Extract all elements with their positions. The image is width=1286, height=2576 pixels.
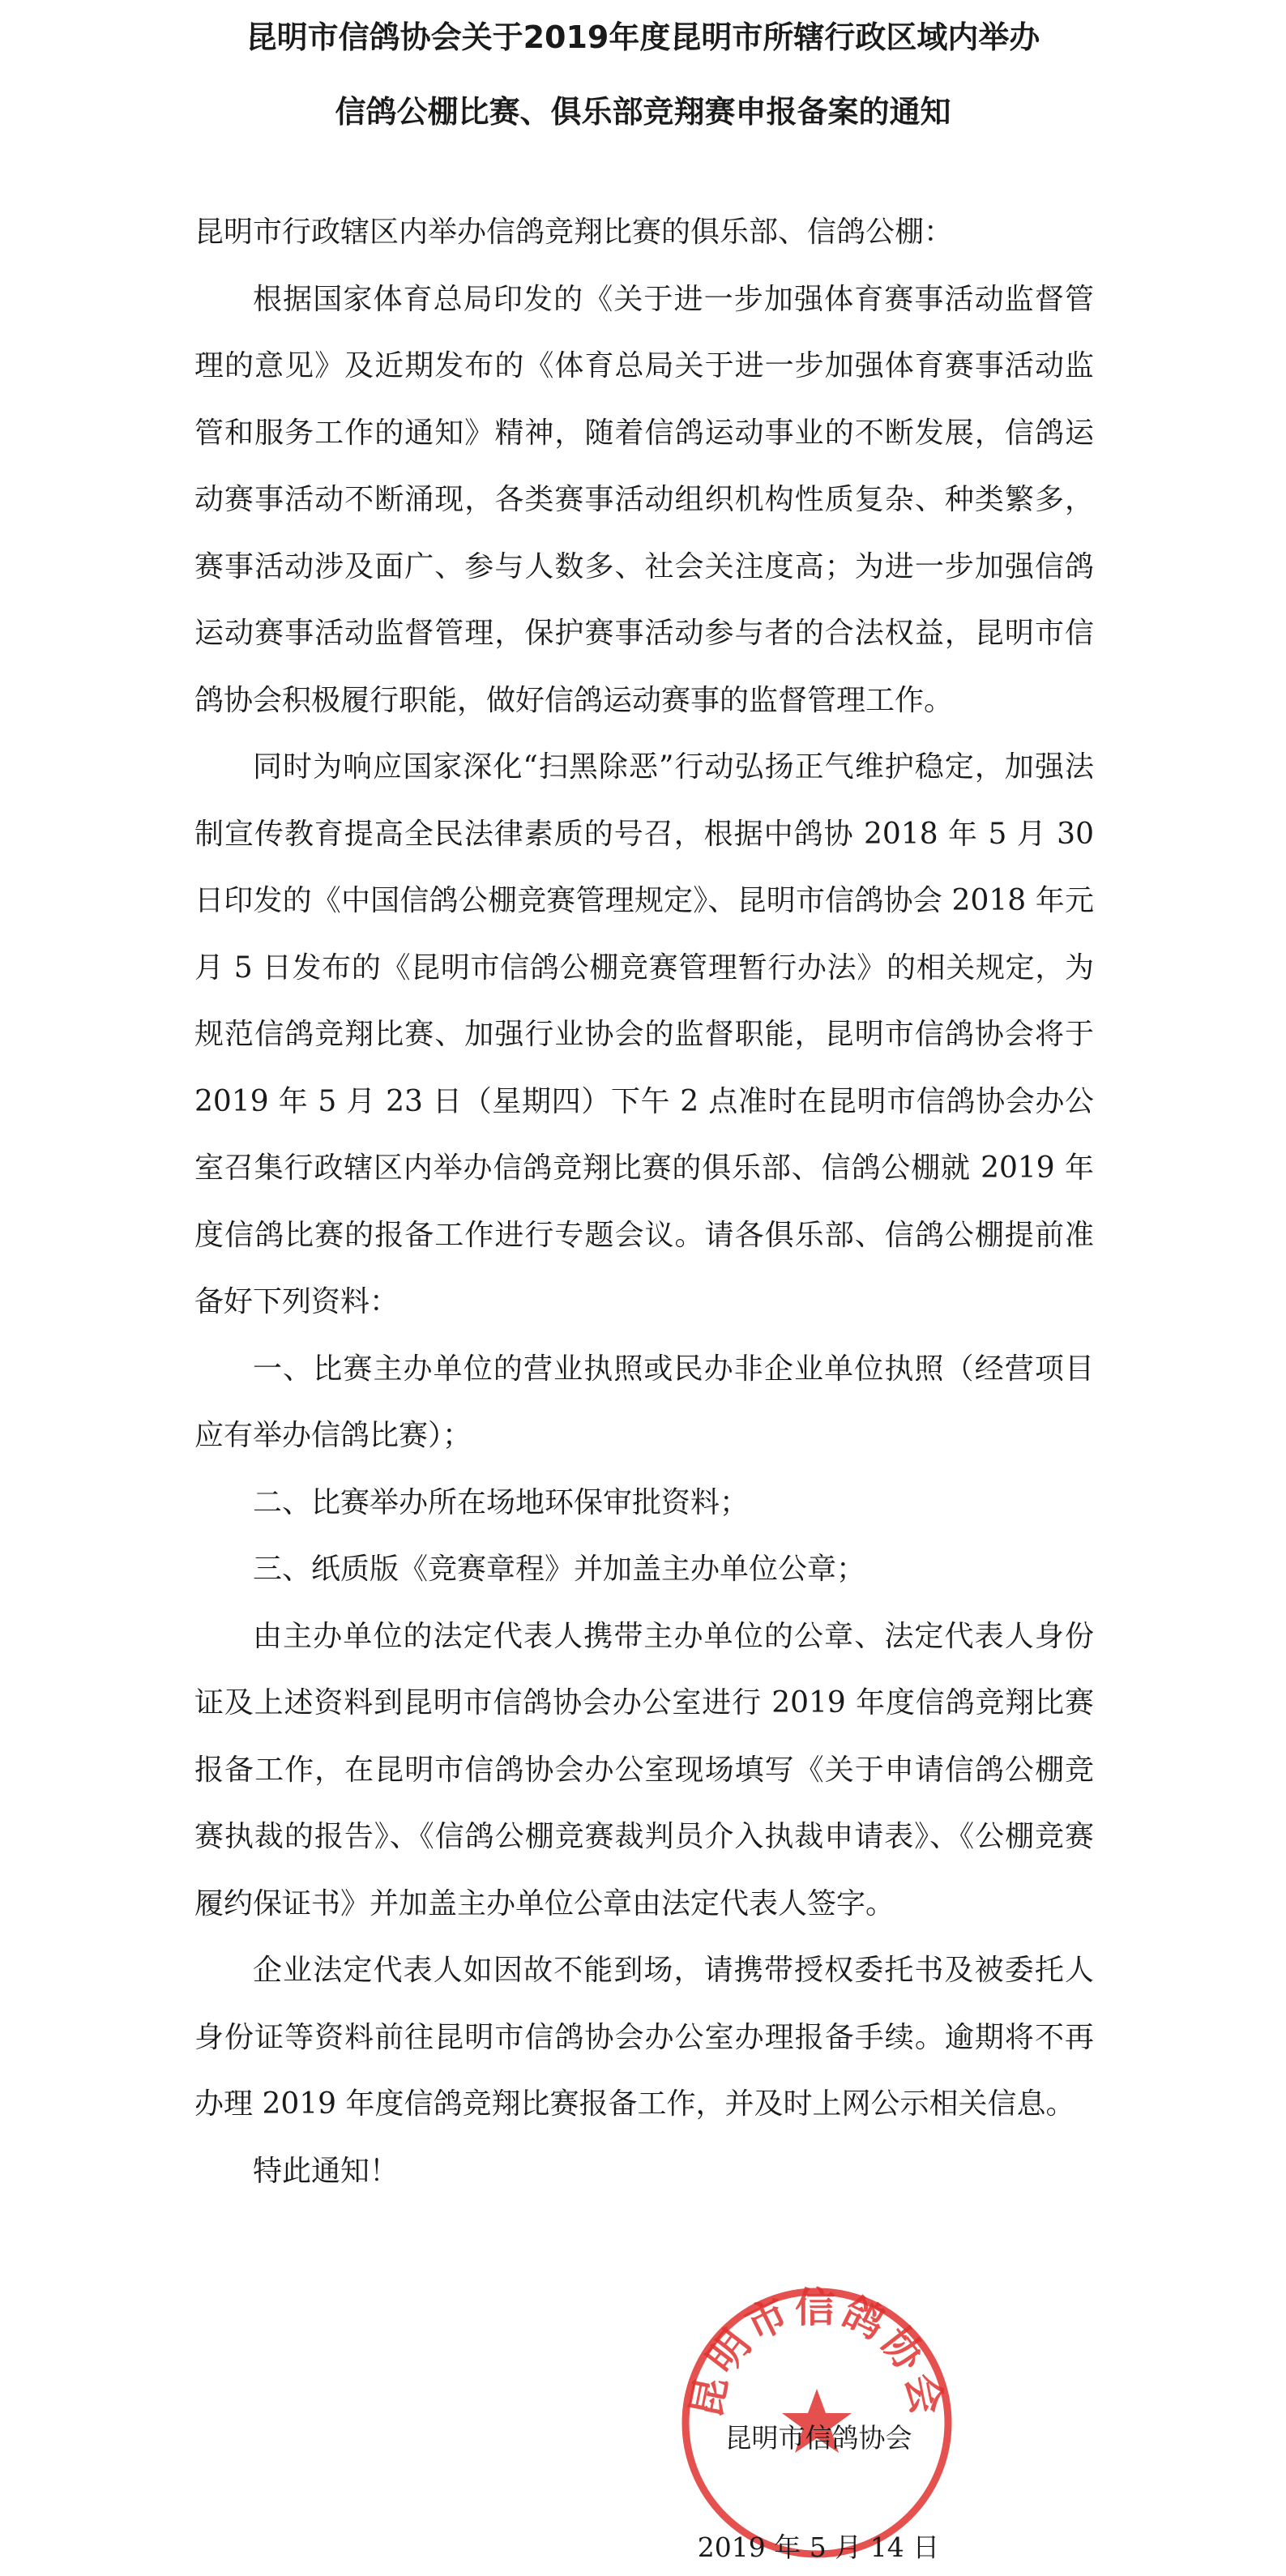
salutation: 昆明市行政辖区内举办信鸽竞翔比赛的俱乐部、信鸽公棚： [194,216,954,249]
title-line-1: 昆明市信鸽协会关于2019年度昆明市所辖行政区域内举办 [246,19,1040,55]
title-line-2: 信鸽公棚比赛、俱乐部竞翔赛申报备案的通知 [335,94,951,130]
list-item-environmental-approval: 二、比赛举办所在场地环保审批资料； [253,1485,750,1519]
svg-text:昆明市信鸽协会: 昆明市信鸽协会 [681,2285,952,2422]
closing-remark: 特此通知！ [253,2154,399,2188]
paragraph-filing-procedure: 由主办单位的法定代表人携带主办单位的公章、法定代表人身份证及上述资料到昆明市信鸽协会办公室进行 2019 年度信鸽竞翔比赛报备工作，在昆明市信鸽协会办公室现场填写《关于申请信鸽公棚竞赛执裁的报告》、《信鸽公棚竞赛裁判员介入执裁申请表》、《公棚竞赛履约保证书》并加盖主办单位公章由法定代表人签字。 [194,1619,1094,1920]
paragraph-meeting-notice: 同时为响应国家深化“扫黑除恶”行动弘扬正气维护稳定，加强法制宣传教育提高全民法律素质的号召，根据中鸽协 2018 年 5 月 30 日印发的《中国信鸽公棚竞赛管理规定》、昆明市信鸽协会 2018 年元月 5 日发布的《昆明市信鸽公棚竞赛管理暂行办法》的相关规定，为规范信鸽竞翔比赛、加强行业协会的监督职能，昆明市信鸽协会将于 2019 年 5 月 23 日（星期四）下午 2 点准时在昆明市信鸽协会办公室召集行政辖区内举办信鸽竞翔比赛的俱乐部、信鸽公棚就 2019 年度信鸽比赛的报备工作进行专题会议。请各俱乐部、信鸽公棚提前准备好下列资料： [194,750,1094,1318]
document-body [194,199,1094,2205]
list-item-competition-rules: 三、纸质版《竞赛章程》并加盖主办单位公章； [253,1553,866,1586]
signature-date: 2019 年 5 月 14 日 [697,2531,940,2563]
paragraph-background: 根据国家体育总局印发的《关于进一步加强体育赛事活动监督管理的意见》及近期发布的《体育总局关于进一步加强体育赛事活动监管和服务工作的通知》精神，随着信鸽运动事业的不断发展，信鸽运动赛事活动不断涌现，各类赛事活动组织机构性质复杂、种类繁多，赛事活动涉及面广、参与人数多、社会关注度高；为进一步加强信鸽运动赛事活动监督管理，保护赛事活动参与者的合法权益，昆明市信鸽协会积极履行职能，做好信鸽运动赛事的监督管理工作。 [194,282,1094,717]
list-item-business-license: 一、比赛主办单位的营业执照或民办非企业单位执照（经营项目应有举办信鸽比赛）； [194,1352,1094,1452]
paragraph-proxy-instructions: 企业法定代表人如因故不能到场，请携带授权委托书及被委托人身份证等资料前往昆明市信鸽协会办公室办理报备手续。逾期将不再办理 2019 年度信鸽竞翔比赛报备工作，并及时上网公示相关信息。 [194,1954,1094,2121]
document-title [97,0,1189,149]
signature-organization: 昆明市信鸽协会 [724,2422,912,2454]
